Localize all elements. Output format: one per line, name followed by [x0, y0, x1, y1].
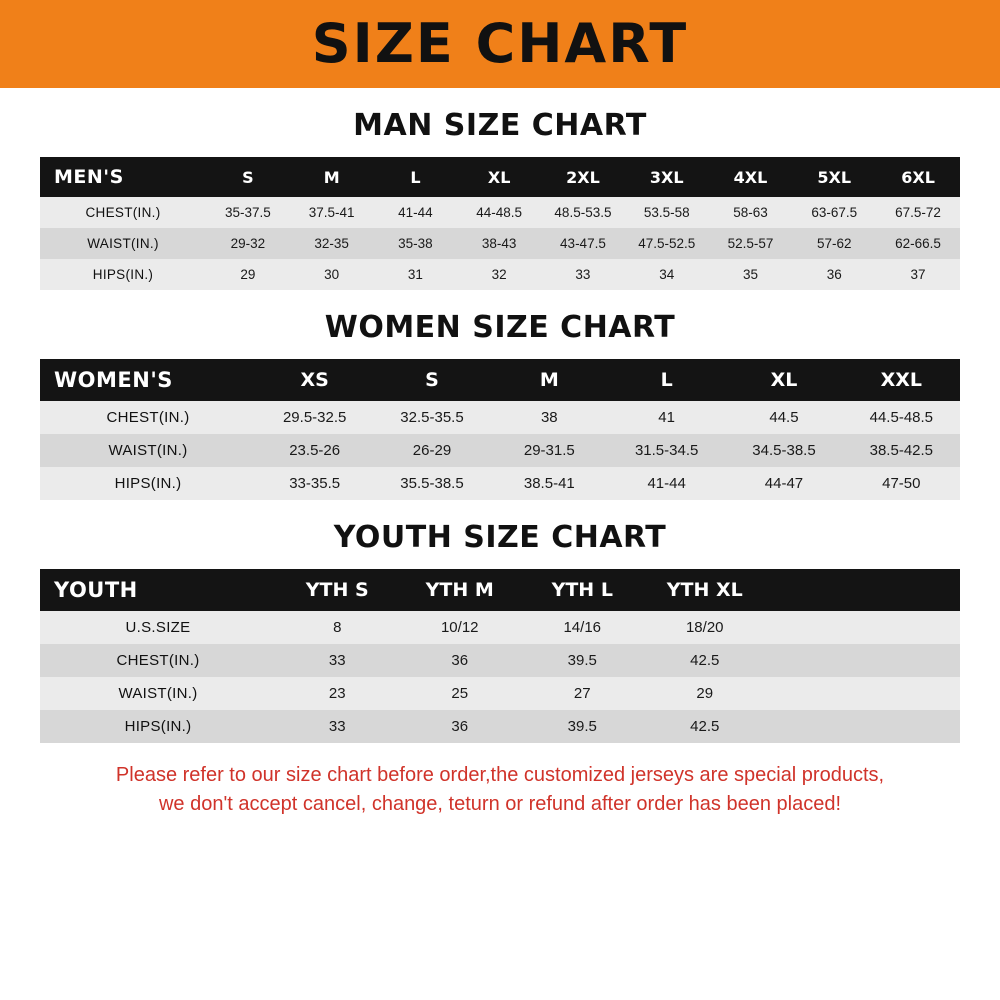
- table-cell: 38: [491, 401, 608, 434]
- column-header: M: [323, 167, 340, 187]
- table-cell: 31.5-34.5: [608, 434, 725, 467]
- column-header: YTH S: [305, 579, 369, 601]
- row-label: HIPS(IN.): [40, 710, 276, 743]
- column-header: 3XL: [649, 167, 684, 187]
- column-header: 5XL: [817, 167, 852, 187]
- table-cell: 30: [290, 259, 374, 290]
- column-header: XL: [487, 167, 511, 187]
- table-cell-empty: [766, 611, 960, 644]
- section-title-youth: YOUTH SIZE CHART: [333, 520, 667, 555]
- table-cell: 43-47.5: [541, 228, 625, 259]
- table-cell: 33-35.5: [256, 467, 373, 500]
- table-cell: 37.5-41: [290, 197, 374, 228]
- men-size-table: [40, 157, 960, 290]
- table-row: [40, 710, 960, 743]
- table-cell: 32-35: [290, 228, 374, 259]
- table-cell: 37: [876, 259, 960, 290]
- table-cell: 32.5-35.5: [373, 401, 490, 434]
- section-title-men: MAN SIZE CHART: [353, 108, 647, 143]
- table-header-row: [40, 157, 960, 197]
- table-header-row: [40, 569, 960, 611]
- column-header: MEN'S: [54, 166, 124, 188]
- table-cell: 44.5-48.5: [843, 401, 960, 434]
- section-title-women: WOMEN SIZE CHART: [324, 310, 676, 345]
- table-cell: 41-44: [374, 197, 458, 228]
- column-header: L: [410, 167, 421, 187]
- table-cell: 31: [374, 259, 458, 290]
- table-cell: 53.5-58: [625, 197, 709, 228]
- table-row: [40, 677, 960, 710]
- column-header: 6XL: [901, 167, 935, 187]
- row-label: CHEST(IN.): [40, 401, 256, 434]
- table-cell: 33: [276, 644, 399, 677]
- table-cell: 32: [457, 259, 541, 290]
- column-header: 2XL: [566, 167, 600, 187]
- row-label: HIPS(IN.): [40, 259, 206, 290]
- table-cell: 29-31.5: [491, 434, 608, 467]
- table-cell: 35.5-38.5: [373, 467, 490, 500]
- table-cell: 52.5-57: [709, 228, 793, 259]
- table-cell-empty: [766, 644, 960, 677]
- table-row: [40, 259, 960, 290]
- table-cell: 63-67.5: [792, 197, 876, 228]
- section-women: [40, 310, 960, 500]
- table-cell: 33: [276, 710, 399, 743]
- column-header: YTH M: [425, 579, 494, 601]
- footer-note: [40, 761, 960, 819]
- column-header: YOUTH: [54, 578, 138, 602]
- table-cell: 10/12: [399, 611, 522, 644]
- table-cell: 8: [276, 611, 399, 644]
- column-header: S: [242, 167, 254, 187]
- table-cell: 29.5-32.5: [256, 401, 373, 434]
- table-cell: 38.5-42.5: [843, 434, 960, 467]
- table-cell: 36: [399, 710, 522, 743]
- table-cell: 34: [625, 259, 709, 290]
- table-cell: 34.5-38.5: [725, 434, 842, 467]
- table-cell: 58-63: [709, 197, 793, 228]
- table-cell-empty: [766, 710, 960, 743]
- table-cell: 44.5: [725, 401, 842, 434]
- row-label: CHEST(IN.): [40, 197, 206, 228]
- table-cell: 27: [521, 677, 644, 710]
- table-row: [40, 611, 960, 644]
- table-cell: 26-29: [373, 434, 490, 467]
- women-size-table: [40, 359, 960, 500]
- section-men: [40, 108, 960, 290]
- table-cell: 41: [608, 401, 725, 434]
- column-header: YTH L: [551, 579, 613, 601]
- page-title: SIZE CHART: [311, 12, 689, 75]
- table-cell: 47-50: [843, 467, 960, 500]
- table-cell-empty: [766, 677, 960, 710]
- column-header: S: [425, 369, 439, 391]
- column-header: YTH XL: [666, 579, 743, 601]
- table-cell: 48.5-53.5: [541, 197, 625, 228]
- table-cell: 18/20: [644, 611, 767, 644]
- column-header: 4XL: [733, 167, 768, 187]
- row-label: WAIST(IN.): [40, 434, 256, 467]
- table-row: [40, 434, 960, 467]
- table-header-row: [40, 359, 960, 401]
- youth-size-table: [40, 569, 960, 743]
- table-cell: 36: [792, 259, 876, 290]
- table-cell: 36: [399, 644, 522, 677]
- column-header: WOMEN'S: [54, 368, 173, 392]
- table-row: [40, 228, 960, 259]
- table-row: [40, 644, 960, 677]
- table-cell: 41-44: [608, 467, 725, 500]
- table-cell: 47.5-52.5: [625, 228, 709, 259]
- table-cell: 29: [206, 259, 290, 290]
- page-header: [0, 0, 1000, 88]
- table-cell: 67.5-72: [876, 197, 960, 228]
- table-cell: 62-66.5: [876, 228, 960, 259]
- table-cell: 14/16: [521, 611, 644, 644]
- table-cell: 25: [399, 677, 522, 710]
- table-cell: 33: [541, 259, 625, 290]
- column-header: M: [539, 369, 559, 391]
- table-cell: 35: [709, 259, 793, 290]
- chart-content: [0, 88, 1000, 1000]
- footer-note-line-1: Please refer to our size chart before order,the customized jerseys are special products,: [115, 764, 885, 786]
- table-cell: 38-43: [457, 228, 541, 259]
- table-row: [40, 197, 960, 228]
- section-youth: [40, 520, 960, 743]
- table-row: [40, 401, 960, 434]
- table-cell: 42.5: [644, 644, 767, 677]
- table-cell: 39.5: [521, 710, 644, 743]
- column-header: XXL: [880, 369, 923, 391]
- table-cell: 42.5: [644, 710, 767, 743]
- row-label: WAIST(IN.): [40, 228, 206, 259]
- table-cell: 44-47: [725, 467, 842, 500]
- table-cell: 44-48.5: [457, 197, 541, 228]
- table-cell: 57-62: [792, 228, 876, 259]
- table-cell: 35-37.5: [206, 197, 290, 228]
- table-row: [40, 467, 960, 500]
- row-label: HIPS(IN.): [40, 467, 256, 500]
- column-header: XS: [300, 369, 329, 391]
- row-label: WAIST(IN.): [40, 677, 276, 710]
- column-header: XL: [770, 369, 798, 391]
- table-cell: 29: [644, 677, 767, 710]
- table-cell: 39.5: [521, 644, 644, 677]
- footer-note-line-2: we don't accept cancel, change, teturn or refund after order has been placed!: [158, 793, 842, 815]
- table-cell: 38.5-41: [491, 467, 608, 500]
- table-cell: 29-32: [206, 228, 290, 259]
- column-header-spacer: [766, 569, 960, 611]
- table-cell: 35-38: [374, 228, 458, 259]
- column-header: L: [660, 369, 673, 391]
- table-cell: 23: [276, 677, 399, 710]
- row-label: U.S.SIZE: [40, 611, 276, 644]
- row-label: CHEST(IN.): [40, 644, 276, 677]
- table-cell: 23.5-26: [256, 434, 373, 467]
